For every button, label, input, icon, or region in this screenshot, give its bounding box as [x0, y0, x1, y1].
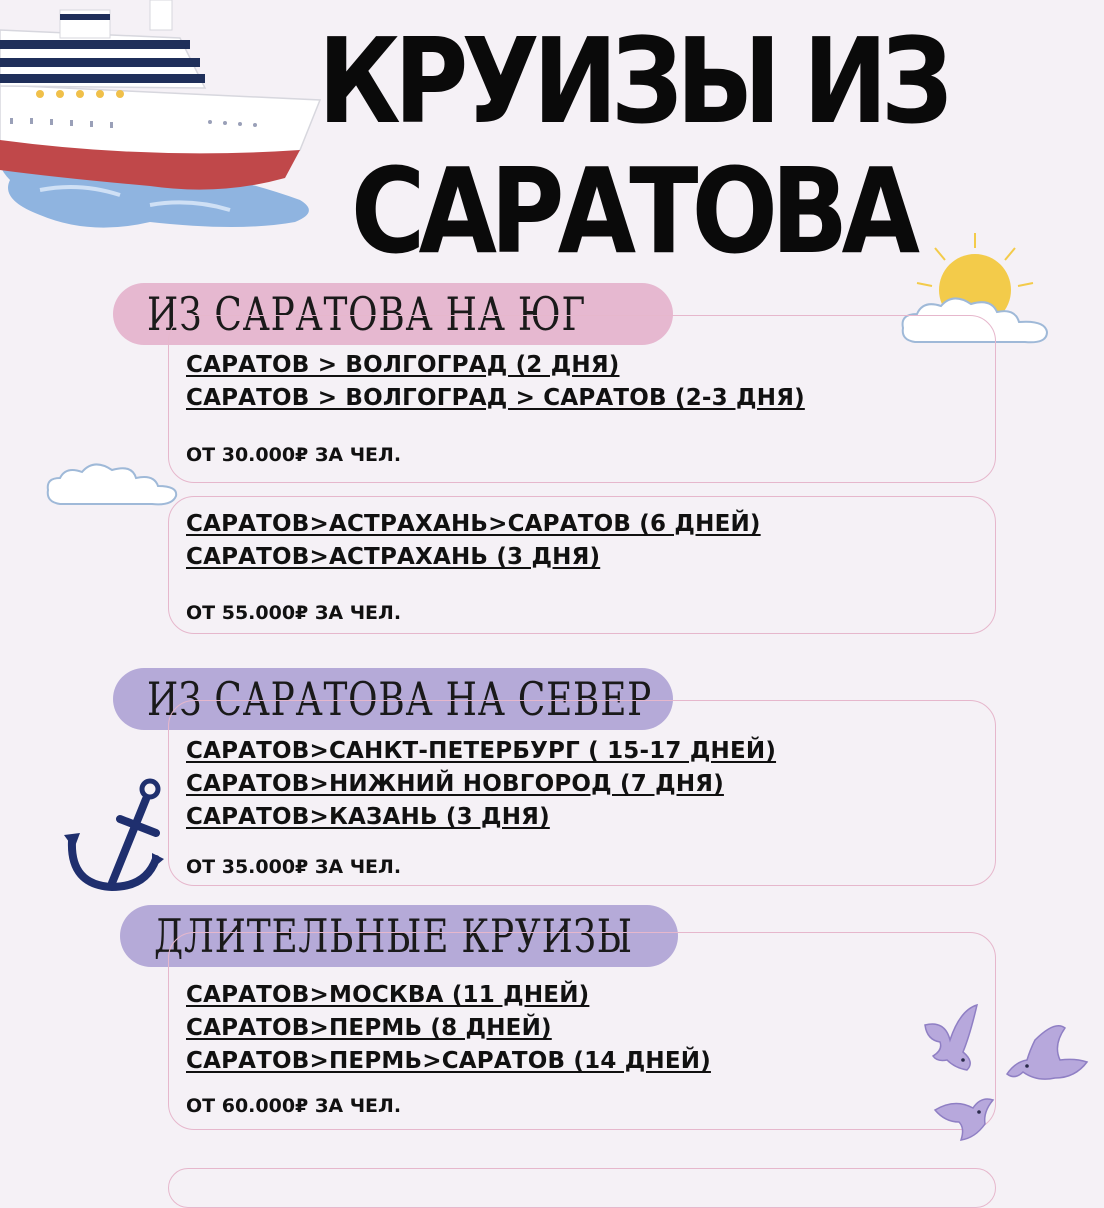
route-item: САРАТОВ > ВОЛГОГРАД (2 ДНЯ) [186, 352, 620, 378]
route-item: САРАТОВ>АСТРАХАНЬ>САРАТОВ (6 ДНЕЙ) [186, 511, 761, 537]
route-list [186, 349, 805, 415]
route-item: САРАТОВ>САНКТ-ПЕТЕРБУРГ ( 15-17 ДНЕЙ) [186, 738, 777, 764]
route-item: САРАТОВ>ПЕРМЬ (8 ДНЕЙ) [186, 1015, 552, 1041]
route-item: САРАТОВ>КАЗАНЬ (3 ДНЯ) [186, 804, 550, 830]
route-item: САРАТОВ>НИЖНИЙ НОВГОРОД (7 ДНЯ) [186, 771, 724, 797]
route-list [186, 979, 711, 1078]
route-item: САРАТОВ>АСТРАХАНЬ (3 ДНЯ) [186, 544, 601, 570]
page-title-line-2: САРАТОВА [350, 142, 914, 280]
route-item: САРАТОВ>ПЕРМЬ>САРАТОВ (14 ДНЕЙ) [186, 1048, 711, 1074]
section-heading-long: ДЛИТЕЛЬНЫЕ КРУИЗЫ [120, 905, 678, 967]
route-list [186, 508, 761, 574]
section-heading-south: ИЗ САРАТОВА НА ЮГ [113, 283, 673, 345]
page-title-line-1: КРУИЗЫ ИЗ [317, 12, 947, 150]
price-label: ОТ 55.000₽ ЗА ЧЕЛ. [186, 602, 402, 624]
bird-icon [915, 1000, 1104, 1160]
route-card [168, 1168, 996, 1208]
price-label: ОТ 60.000₽ ЗА ЧЕЛ. [186, 1095, 402, 1117]
price-label: ОТ 30.000₽ ЗА ЧЕЛ. [186, 444, 402, 466]
route-list [186, 735, 776, 834]
cloud-icon [42, 452, 182, 512]
anchor-icon [60, 775, 170, 905]
route-item: САРАТОВ>МОСКВА (11 ДНЕЙ) [186, 982, 590, 1008]
price-label: ОТ 35.000₽ ЗА ЧЕЛ. [186, 856, 402, 878]
route-item: САРАТОВ > ВОЛГОГРАД > САРАТОВ (2-3 ДНЯ) [186, 385, 805, 411]
section-heading-north: ИЗ САРАТОВА НА СЕВЕР [113, 668, 673, 730]
